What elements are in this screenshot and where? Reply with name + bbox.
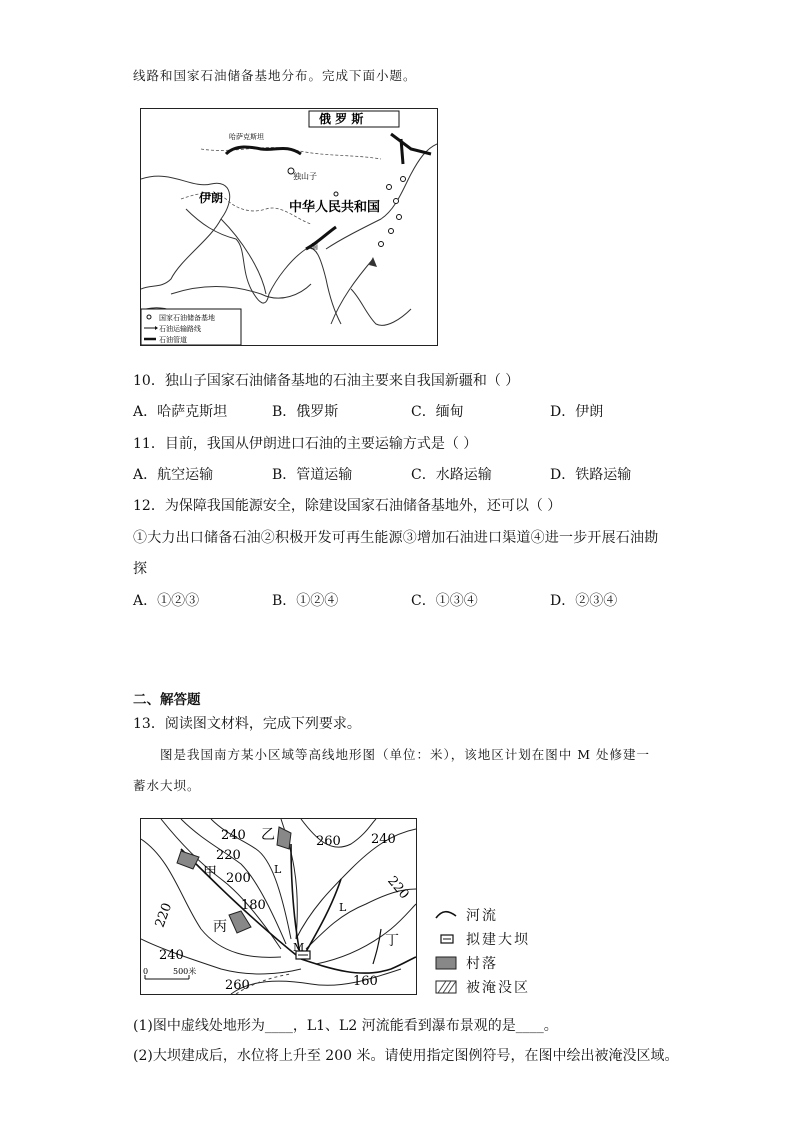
contour-label: 260 bbox=[316, 834, 341, 849]
q11-option-b[interactable]: B．管道运输 bbox=[272, 467, 353, 483]
q12-option-c[interactable]: C．①③④ bbox=[411, 593, 478, 609]
contour-map-drawing bbox=[141, 819, 416, 994]
q13-sub2: (2)大坝建成后，水位将上升至 200 米。请使用指定图例符号，在图中绘出被淹没区域。 bbox=[133, 1048, 679, 1064]
contour-label: 240 bbox=[159, 948, 184, 963]
section-title: 二、解答题 bbox=[133, 692, 201, 708]
q13-sub1: (1)图中虚线处地形为____，L1、L2 河流能看到瀑布景观的是____。 bbox=[133, 1018, 558, 1034]
q11-option-c[interactable]: C．水路运输 bbox=[411, 467, 492, 483]
q12-option-b[interactable]: B．①②④ bbox=[272, 593, 339, 609]
q10-option-b[interactable]: B．俄罗斯 bbox=[272, 404, 339, 420]
label-dushanzi: 独山子 bbox=[293, 172, 317, 181]
contour-label: 200 bbox=[226, 871, 251, 886]
q11-stem: 11．目前，我国从伊朗进口石油的主要运输方式是（ ） bbox=[133, 436, 478, 452]
contour-label: 180 bbox=[241, 898, 266, 913]
dam-icon bbox=[434, 932, 458, 946]
place-jia: 甲 bbox=[203, 865, 217, 881]
place-yi: 乙 bbox=[261, 827, 275, 843]
legend1-label-1: 石油运输路线 bbox=[159, 325, 201, 333]
q12-option-d[interactable]: D．②③④ bbox=[550, 593, 618, 609]
label-iran: 伊朗 bbox=[199, 191, 224, 205]
river-icon bbox=[434, 908, 458, 922]
q10-option-d[interactable]: D．伊朗 bbox=[550, 404, 604, 420]
q10-option-c[interactable]: C．缅甸 bbox=[411, 404, 464, 420]
label-myanmar: 缅 bbox=[311, 243, 318, 251]
intro-text: 线路和国家石油储备基地分布。完成下面小题。 bbox=[133, 68, 417, 83]
q12-option-a[interactable]: A．①②③ bbox=[133, 593, 200, 609]
q12-statements-line2: 探 bbox=[133, 561, 147, 577]
village-yi bbox=[277, 827, 291, 849]
q13-material-line2: 蓄水大坝。 bbox=[133, 778, 201, 793]
contour-map bbox=[140, 818, 417, 995]
scale-length: 500米 bbox=[173, 967, 197, 976]
q12-stem: 12．为保障我国能源安全，除建设国家石油储备基地外，还可以（ ） bbox=[133, 498, 562, 514]
legend1-label-2: 石油管道 bbox=[159, 336, 187, 344]
contour-label: 240 bbox=[371, 832, 396, 847]
contour-label: 220 bbox=[384, 873, 412, 903]
oil-map-drawing bbox=[141, 109, 437, 345]
q13-material-line1: 图是我国南方某小区域等高线地形图（单位：米），该地区计划在图中 M 处修建一 bbox=[160, 747, 650, 762]
q11-option-a[interactable]: A．航空运输 bbox=[133, 467, 214, 483]
legend1-label-0: 国家石油储备基地 bbox=[159, 314, 215, 322]
storage-base-icon bbox=[147, 315, 151, 319]
label-china: 中华人民共和国 bbox=[289, 200, 381, 215]
oil-map bbox=[140, 108, 438, 346]
scale-zero: 0 bbox=[143, 967, 149, 976]
river-l2: L bbox=[339, 901, 347, 914]
contour-label: 260 bbox=[225, 978, 250, 993]
legend-flooded: 被淹没区 bbox=[434, 977, 530, 997]
legend-village: 村落 bbox=[434, 953, 498, 973]
village-jia bbox=[177, 851, 199, 869]
contour-label: 220 bbox=[216, 848, 241, 863]
place-m: M bbox=[293, 941, 305, 954]
q13-stem: 13．阅读图文材料，完成下列要求。 bbox=[133, 716, 361, 732]
label-kazakhstan: 哈萨克斯坦 bbox=[229, 133, 264, 141]
contour-label: 240 bbox=[221, 828, 246, 843]
contour-label: 220 bbox=[152, 901, 176, 930]
q11-option-d[interactable]: D．铁路运输 bbox=[550, 467, 632, 483]
q12-statements-line1: ①大力出口储备石油②积极开发可再生能源③增加石油进口渠道④进一步开展石油勘 bbox=[133, 530, 659, 546]
contour-label: 160 bbox=[353, 974, 378, 989]
legend-dam: 拟建大坝 bbox=[434, 929, 530, 949]
flooded-area-icon bbox=[434, 980, 458, 994]
place-ding: 丁 bbox=[385, 933, 399, 949]
q10-option-a[interactable]: A．哈萨克斯坦 bbox=[133, 404, 228, 420]
river-l1: L bbox=[274, 863, 282, 876]
q10-stem: 10．独山子国家石油储备基地的石油主要来自我国新疆和（ ） bbox=[133, 373, 520, 389]
legend-river: 河流 bbox=[434, 905, 498, 925]
village-icon bbox=[434, 956, 458, 970]
label-russia: 俄 罗 斯 bbox=[319, 112, 364, 126]
place-bing: 丙 bbox=[213, 919, 227, 935]
